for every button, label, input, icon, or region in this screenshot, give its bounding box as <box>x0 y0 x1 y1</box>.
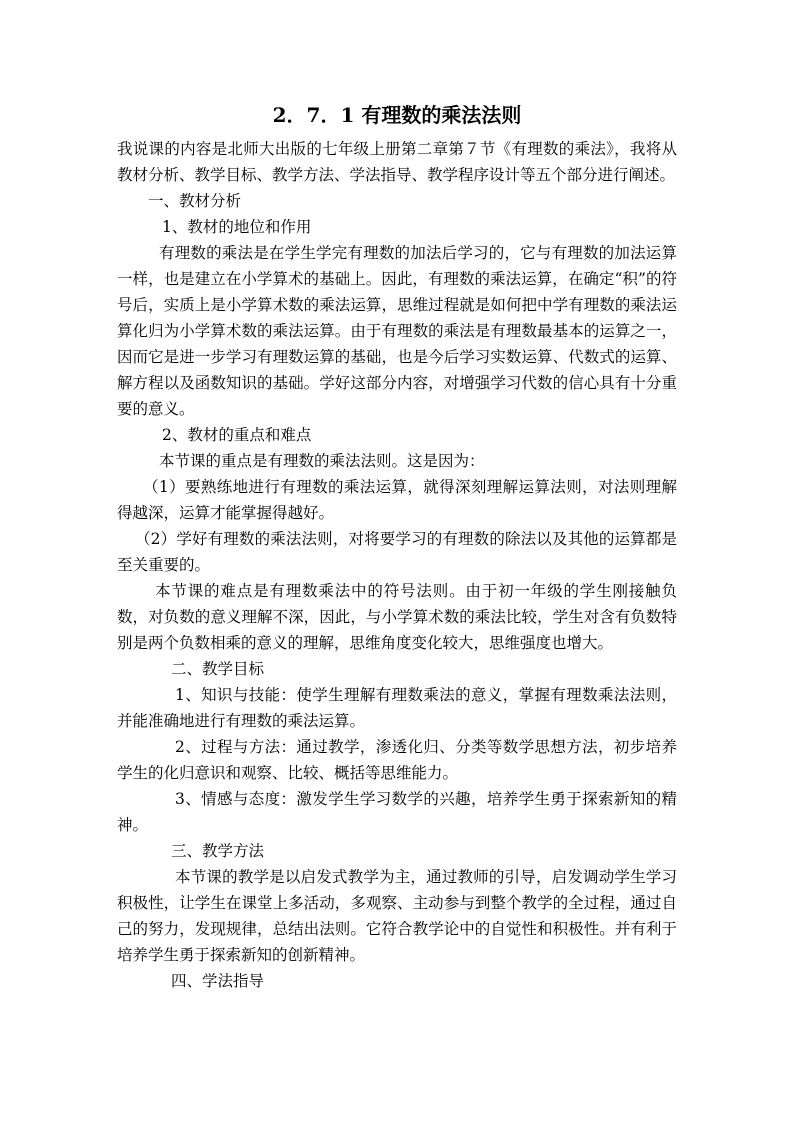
intro-paragraph: 我说课的内容是北师大出版的七年级上册第二章第７节《有理数的乘法》，我将从教材分析、教学目标、教学方法、学法指导、教学程序设计等五个部分进行阐述。 <box>117 140 677 184</box>
goal-emotion-attitude: 3、情感与态度：激发学生学习数学的兴趣，培养学生勇于探索新知的精神。 <box>117 790 677 834</box>
subsection-heading-key-difficulty: 2、教材的重点和难点 <box>162 426 312 444</box>
status-role-paragraph: 有理数的乘法是在学生学完有理数的加法后学习的，它与有理数的加法运算一样，也是建立在小学算术的基础上。因此，有理数的乘法运算，在确定“积”的符号后，实质上是小学算术数的乘法运算，思维过程就是如何把中学有理数的乘法运算化归为小学算术数的乘法运算。由于有理数的乘法是有理数最基本的运算之一，因而它是进一步学习有理数运算的基础，也是今后学习实数运算、代数式的运算、解方程以及函数知识的基础。学好这部分内容，对增强学习代数的信心具有十分重要的意义。 <box>117 244 677 418</box>
key-point-paragraph: 本节课的重点是有理数的乘法法则。这是因为： <box>159 452 485 470</box>
goal-process-method: 2、过程与方法：通过教学，渗透化归、分类等数学思想方法，初步培养学生的化归意识和观察、比较、概括等思维能力。 <box>117 738 677 782</box>
difficulty-paragraph: 本节课的难点是有理数乘法中的符号法则。由于初一年级的学生刚接触负数，对负数的意义理解不深，因此，与小学算术数的乘法比较，学生对含有负数特别是两个负数相乘的意义的理解，思维角度变化较大，思维强度也增大。 <box>117 582 677 652</box>
subsection-heading-status-role: 1、教材的地位和作用 <box>162 218 312 236</box>
document-body <box>117 136 677 994</box>
section-heading-learning-guidance: 四、学法指导 <box>171 972 265 990</box>
document-title: 2．7．1 有理数的乘法法则 <box>272 103 522 127</box>
reason-item-2: （2）学好有理数的乘法法则，对将要学习的有理数的除法以及其他的运算都是至关重要的。 <box>117 530 677 574</box>
section-heading-teaching-method: 三、教学方法 <box>171 842 265 860</box>
teaching-method-paragraph: 本节课的教学是以启发式教学为主，通过教师的引导，启发调动学生学习积极性，让学生在课堂上多活动，多观察、主动参与到整个教学的全过程，通过自己的努力，发现规律，总结出法则。它符合教学论中的自觉性和积极性。并有利于培养学生勇于探索新知的创新精神。 <box>117 868 677 964</box>
reason-item-1: （1）要熟练地进行有理数的乘法运算，就得深刻理解运算法则，对法则理解得越深，运算才能掌握得越好。 <box>117 478 677 522</box>
goal-knowledge-skills: 1、知识与技能：使学生理解有理数乘法的意义，掌握有理数乘法法则，并能准确地进行有理数的乘法运算。 <box>117 686 677 730</box>
section-heading-teaching-goals: 二、教学目标 <box>171 660 265 678</box>
section-heading-textbook-analysis: 一、教材分析 <box>148 192 242 210</box>
